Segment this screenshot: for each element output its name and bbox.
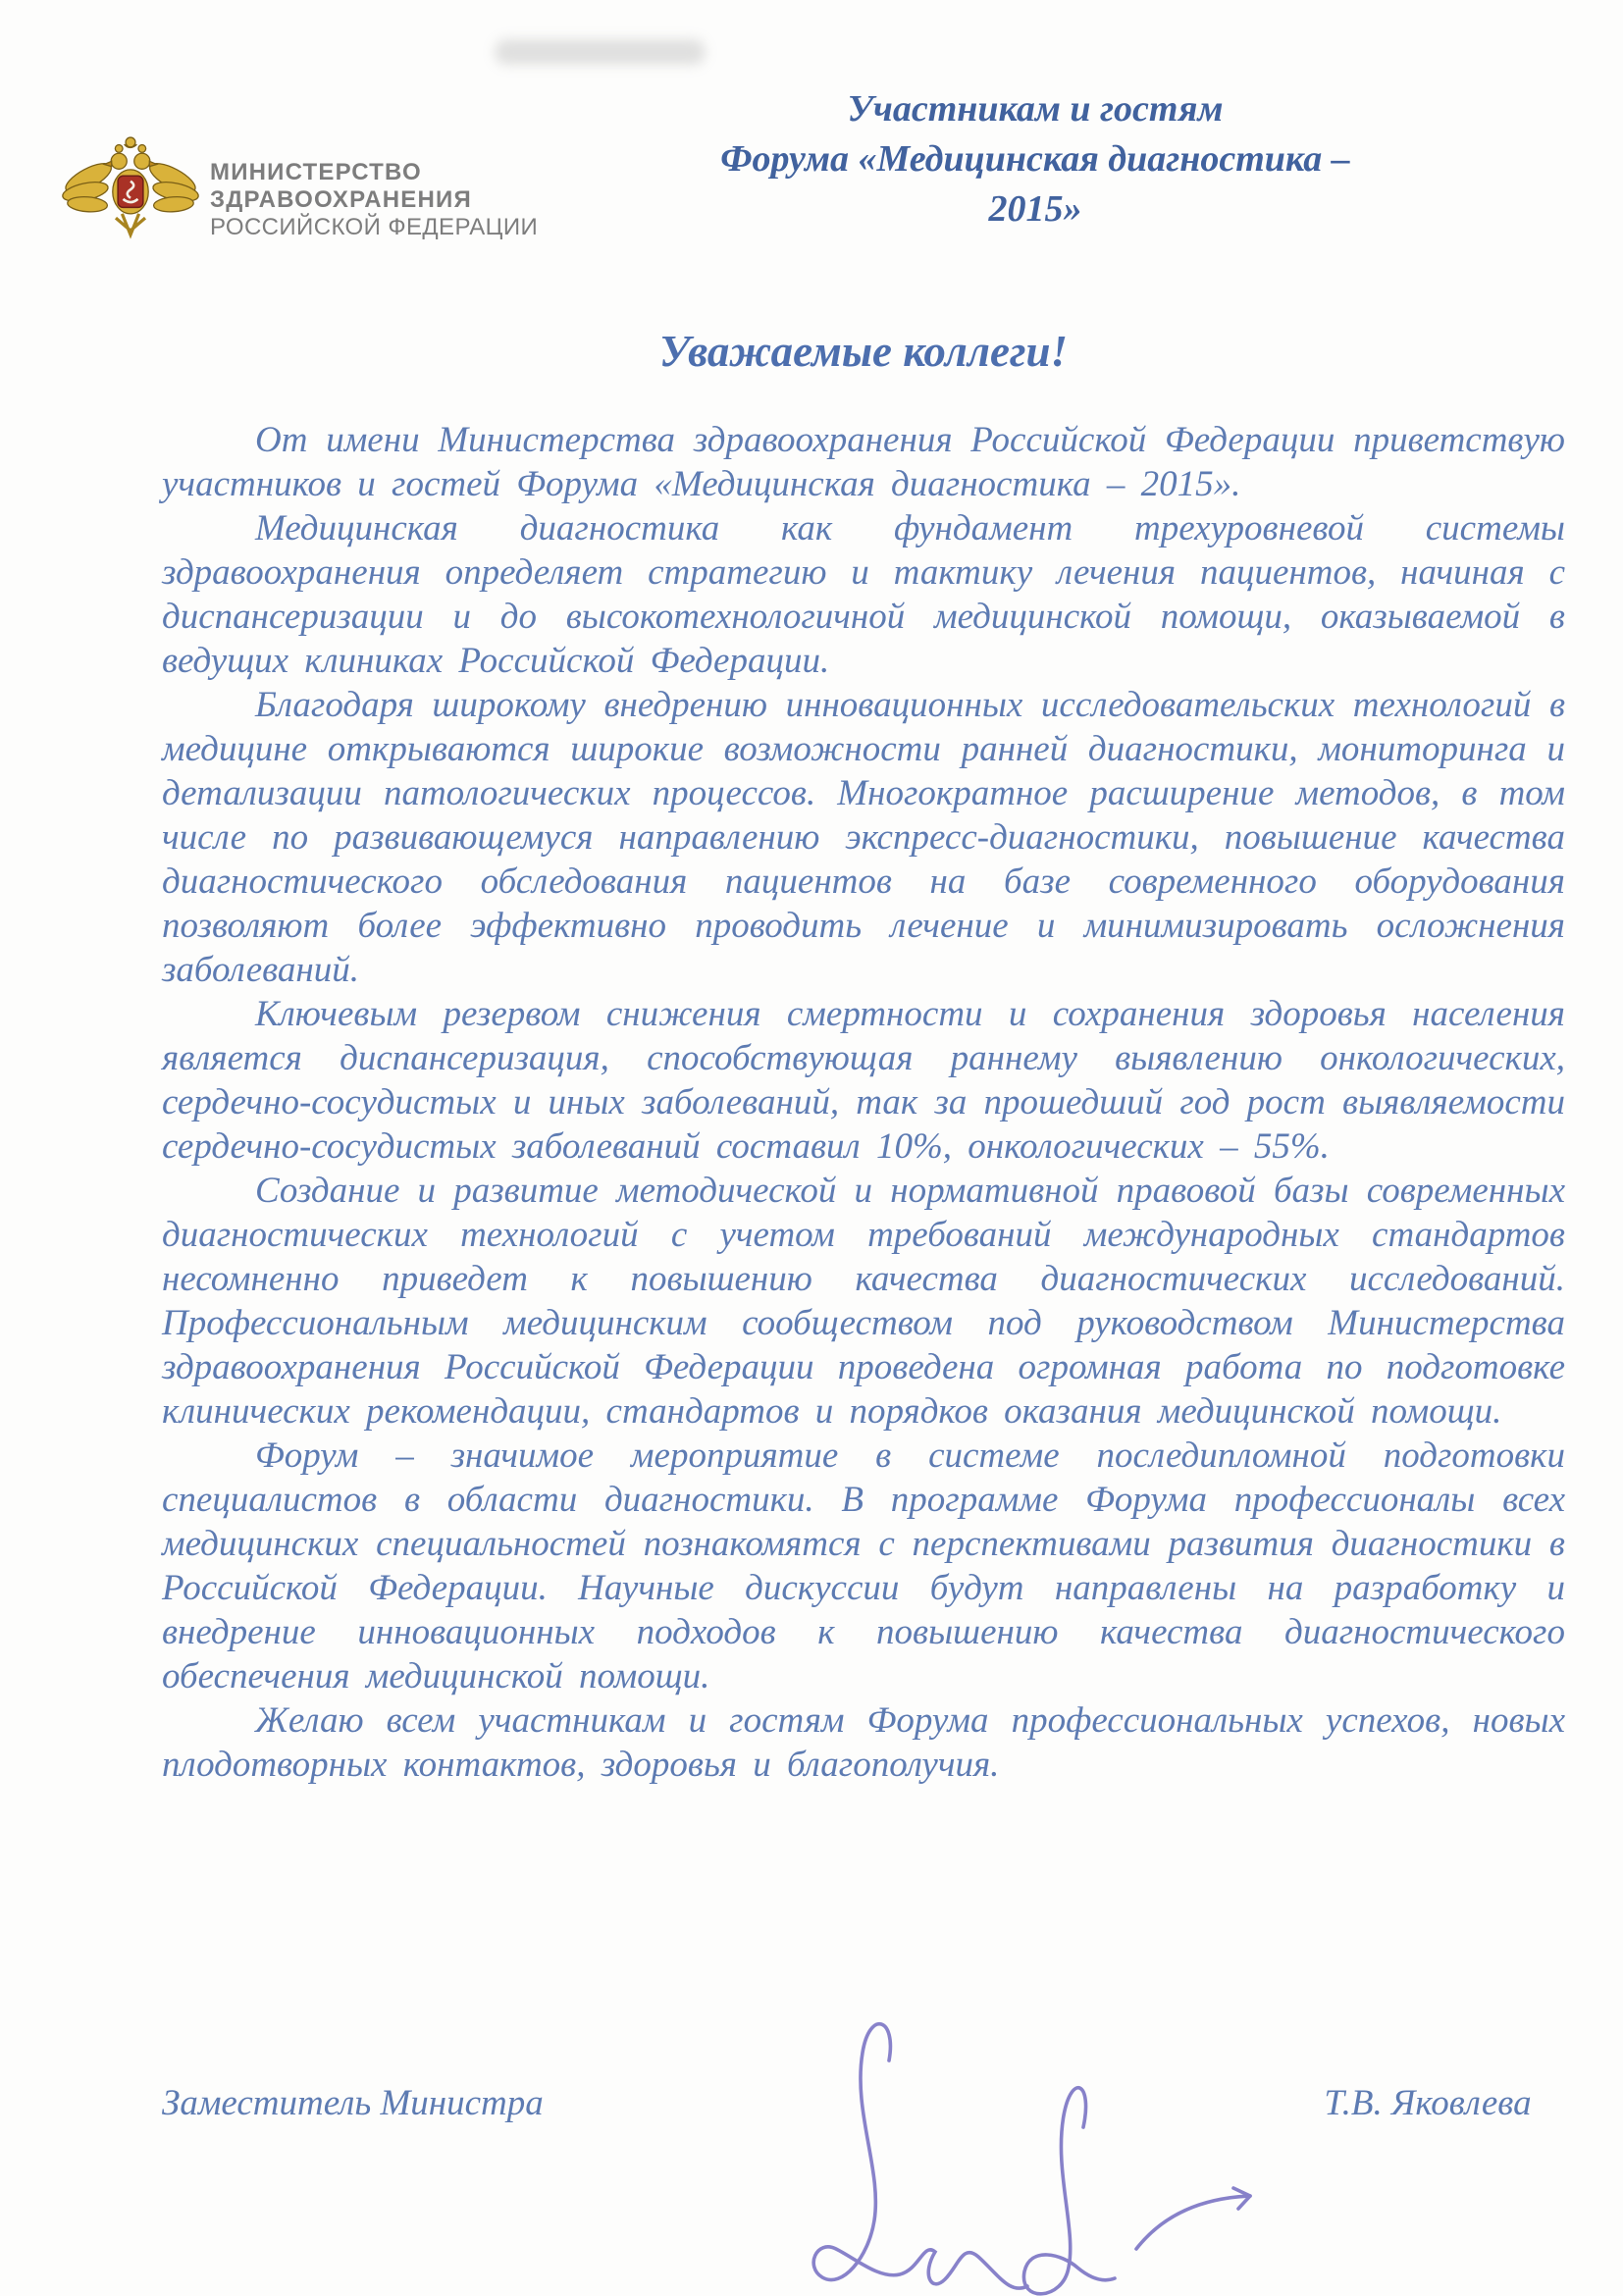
- paragraph: Форум – значимое мероприятие в системе последипломной подготовки специалистов в области диагностики. В программе Форума профессионалы всех медицинских специальностей познакомятся с перспективами развития диагностики в Российской Федерации. Научные дискуссии будут направлены на разработку и внедрение инновационных подходов к повышению качества диагностического обеспечения медицинской помощи.: [162, 1435, 1565, 1696]
- salutation: Уважаемые коллеги!: [658, 327, 1069, 376]
- paragraph: От имени Министерства здравоохранения Российской Федерации приветствую участников и гостей Форума «Медицинская диагностика – 2015».: [162, 420, 1565, 504]
- addressee-line-1: Участникам и гостям: [847, 88, 1224, 130]
- ministry-name: [210, 159, 538, 241]
- signer-name: Т.В. Яковлева: [1324, 2083, 1532, 2123]
- addressee-block: [677, 84, 1393, 235]
- paragraph: Создание и развитие методической и нормативной правовой базы современных диагностических технологий с учетом требований международных стандартов несомненно приведет к повышению качества диагностических исследований. Профессиональным медицинским сообществом под руководством Министерства здравоохранения Российской Федерации проведена огромная работа по подготовке клинических рекомендации, стандартов и порядков оказания медицинской помощи.: [162, 1171, 1565, 1432]
- ministry-line-2: ЗДРАВООХРАНЕНИЯ: [210, 186, 472, 213]
- paragraph: Медицинская диагностика как фундамент трехуровневой системы здравоохранения определяет стратегию и тактику лечения пациентов, начиная с диспансеризации и до высокотехнологичной медицинской помощи, оказываемой в ведущих клиниках Российской Федерации.: [162, 508, 1565, 681]
- paragraph: Ключевым резервом снижения смертности и сохранения здоровья населения является диспансеризация, способствующая раннему выявлению онкологических, сердечно-сосудистых и иных заболеваний, так за прошедший год рост выявляемости сердечно-сосудистых заболеваний составил 10%, онкологических – 55%.: [162, 994, 1565, 1167]
- paragraph: Благодаря широкому внедрению инновационных исследовательских технологий в медицине открываются широкие возможности ранней диагностики, мониторинга и детализации патологических процессов. Многократное расширение методов, в том числе по развивающемуся направлению экспресс-диагностики, повышение качества диагностического обследования пациентов на базе современного оборудования позволяют более эффективно проводить лечение и минимизировать осложнения заболеваний.: [162, 685, 1565, 990]
- signer-position-title: Заместитель Министра: [162, 2083, 544, 2123]
- letter-body: [162, 418, 1565, 1787]
- addressee-line-2: Форума «Медицинская диагностика – 2015»: [720, 138, 1350, 230]
- ministry-line-1: МИНИСТЕРСТВО: [210, 159, 422, 185]
- scan-smudge: [495, 39, 706, 65]
- paragraph: Желаю всем участникам и гостям Форума профессиональных успехов, новых плодотворных контактов, здоровья и благополучия.: [162, 1700, 1565, 1785]
- russia-coat-of-arms-icon: [57, 133, 204, 239]
- handwritten-signature: [726, 1992, 1315, 2296]
- ministry-line-3: РОССИЙСКОЙ ФЕДЕРАЦИИ: [210, 214, 539, 240]
